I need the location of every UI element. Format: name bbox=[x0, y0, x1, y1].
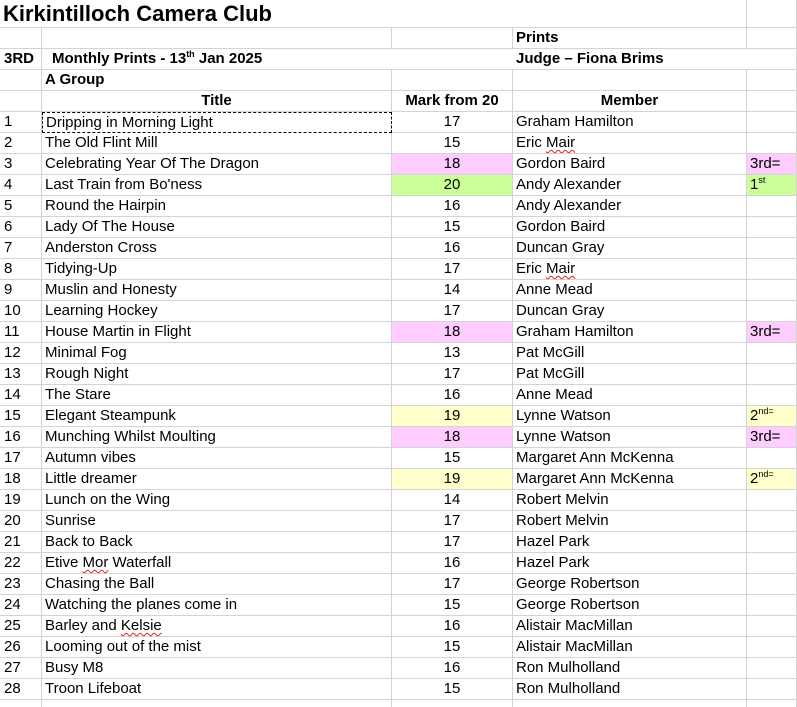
award-text: 2 bbox=[750, 407, 759, 424]
entry-member[interactable]: Margaret Ann McKenna bbox=[513, 448, 747, 469]
entry-award[interactable] bbox=[747, 574, 797, 595]
entry-mark[interactable]: 15 bbox=[392, 217, 513, 238]
entry-number[interactable]: 22 bbox=[0, 553, 42, 574]
entry-member[interactable]: Alistair MacMillan bbox=[513, 616, 747, 637]
cell-empty[interactable] bbox=[513, 700, 747, 707]
judge-label[interactable]: Judge – Fiona Brims bbox=[513, 49, 797, 70]
entry-title[interactable]: Rough Night bbox=[42, 364, 392, 385]
entry-mark[interactable]: 15 bbox=[392, 679, 513, 700]
entry-member[interactable]: George Robertson bbox=[513, 574, 747, 595]
cell-empty[interactable] bbox=[747, 28, 797, 49]
table-row bbox=[0, 616, 797, 637]
entry-number[interactable]: 12 bbox=[0, 343, 42, 364]
entry-title[interactable]: Minimal Fog bbox=[42, 343, 392, 364]
table-row bbox=[0, 637, 797, 658]
entry-member[interactable]: Lynne Watson bbox=[513, 427, 747, 448]
entry-mark[interactable]: 14 bbox=[392, 490, 513, 511]
entry-number[interactable]: 26 bbox=[0, 637, 42, 658]
table-row bbox=[0, 448, 797, 469]
entry-number[interactable]: 6 bbox=[0, 217, 42, 238]
entry-title[interactable]: Looming out of the mist bbox=[42, 637, 392, 658]
entry-title[interactable]: House Martin in Flight bbox=[42, 322, 392, 343]
column-header-member[interactable]: Member bbox=[513, 91, 747, 112]
entry-number[interactable]: 7 bbox=[0, 238, 42, 259]
award-text: 3rd= bbox=[750, 155, 781, 172]
entry-number[interactable]: 5 bbox=[0, 196, 42, 217]
entry-title[interactable]: Troon Lifeboat bbox=[42, 679, 392, 700]
entry-title[interactable]: Round the Hairpin bbox=[42, 196, 392, 217]
entry-member[interactable]: Anne Mead bbox=[513, 280, 747, 301]
entry-number[interactable]: 8 bbox=[0, 259, 42, 280]
entry-title[interactable]: Elegant Steampunk bbox=[42, 406, 392, 427]
entry-member[interactable]: Alistair MacMillan bbox=[513, 637, 747, 658]
table-row bbox=[0, 196, 797, 217]
entry-member[interactable]: Graham Hamilton bbox=[513, 112, 747, 133]
entry-award[interactable] bbox=[747, 154, 797, 175]
entry-award[interactable] bbox=[747, 532, 797, 553]
table-row bbox=[0, 238, 797, 259]
entry-member[interactable]: George Robertson bbox=[513, 595, 747, 616]
table-row bbox=[0, 427, 797, 448]
entry-member[interactable]: Margaret Ann McKenna bbox=[513, 469, 747, 490]
competition-title-sup: th bbox=[186, 49, 195, 59]
entry-number[interactable]: 23 bbox=[0, 574, 42, 595]
spelling-flag: Mor bbox=[82, 554, 109, 571]
entry-title[interactable]: Dripping in Morning Light bbox=[42, 112, 392, 133]
cell-empty[interactable] bbox=[0, 28, 42, 49]
entry-title[interactable]: Munching Whilst Moulting bbox=[42, 427, 392, 448]
competition-position[interactable]: 3RD bbox=[0, 49, 42, 70]
entry-award[interactable] bbox=[747, 133, 797, 154]
entry-title[interactable]: Autumn vibes bbox=[42, 448, 392, 469]
entry-member[interactable]: Eric Mair bbox=[513, 133, 747, 154]
entry-member[interactable]: Robert Melvin bbox=[513, 490, 747, 511]
entry-award[interactable] bbox=[747, 427, 797, 448]
table-row bbox=[0, 574, 797, 595]
entry-title[interactable]: Anderston Cross bbox=[42, 238, 392, 259]
table-row bbox=[0, 595, 797, 616]
cell-empty[interactable] bbox=[392, 70, 513, 91]
entry-mark[interactable]: 16 bbox=[392, 238, 513, 259]
entry-member[interactable]: Duncan Gray bbox=[513, 238, 747, 259]
entry-number[interactable]: 27 bbox=[0, 658, 42, 679]
entry-number[interactable]: 14 bbox=[0, 385, 42, 406]
entry-award[interactable] bbox=[747, 448, 797, 469]
table-row bbox=[0, 259, 797, 280]
entry-mark[interactable]: 17 bbox=[392, 532, 513, 553]
award-text: 3rd= bbox=[750, 323, 781, 340]
entry-mark[interactable]: 14 bbox=[392, 280, 513, 301]
entry-title[interactable]: Watching the planes come in bbox=[42, 595, 392, 616]
entry-award[interactable] bbox=[747, 343, 797, 364]
entry-member[interactable]: Ron Mulholland bbox=[513, 679, 747, 700]
entry-award[interactable] bbox=[747, 490, 797, 511]
entry-number[interactable]: 21 bbox=[0, 532, 42, 553]
entry-title[interactable]: Sunrise bbox=[42, 511, 392, 532]
cell-empty[interactable] bbox=[747, 0, 797, 28]
entry-number[interactable]: 17 bbox=[0, 448, 42, 469]
title-row bbox=[0, 0, 797, 28]
entry-mark[interactable]: 16 bbox=[392, 658, 513, 679]
table-row bbox=[0, 469, 797, 490]
entry-award[interactable] bbox=[747, 259, 797, 280]
entry-mark[interactable]: 16 bbox=[392, 385, 513, 406]
entry-award[interactable] bbox=[747, 553, 797, 574]
entry-number[interactable]: 11 bbox=[0, 322, 42, 343]
award-text: 1 bbox=[750, 176, 759, 193]
entry-mark[interactable]: 17 bbox=[392, 112, 513, 133]
entry-mark[interactable]: 13 bbox=[392, 343, 513, 364]
section-row bbox=[0, 28, 797, 49]
table-row bbox=[0, 532, 797, 553]
entry-member[interactable]: Gordon Baird bbox=[513, 217, 747, 238]
table-row bbox=[0, 490, 797, 511]
entry-mark[interactable]: 15 bbox=[392, 448, 513, 469]
entry-number[interactable]: 28 bbox=[0, 679, 42, 700]
entry-mark[interactable]: 17 bbox=[392, 574, 513, 595]
entry-award[interactable] bbox=[747, 679, 797, 700]
entry-award[interactable] bbox=[747, 658, 797, 679]
entry-mark[interactable]: 17 bbox=[392, 511, 513, 532]
table-row bbox=[0, 343, 797, 364]
table-row bbox=[0, 322, 797, 343]
entry-award[interactable] bbox=[747, 322, 797, 343]
competition-title-suffix: Jan 2025 bbox=[194, 50, 263, 67]
entry-mark[interactable]: 18 bbox=[392, 427, 513, 448]
award-text: 2 bbox=[750, 470, 759, 487]
entry-title[interactable]: Lady Of The House bbox=[42, 217, 392, 238]
spelling-flag: Kelsie bbox=[120, 617, 162, 634]
entry-mark[interactable]: 20 bbox=[392, 175, 513, 196]
section-label[interactable]: Prints bbox=[513, 28, 747, 49]
table-row bbox=[0, 301, 797, 322]
entry-number[interactable]: 3 bbox=[0, 154, 42, 175]
entry-title[interactable]: The Old Flint Mill bbox=[42, 133, 392, 154]
entry-mark[interactable]: 15 bbox=[392, 133, 513, 154]
entry-number[interactable]: 18 bbox=[0, 469, 42, 490]
entry-award[interactable] bbox=[747, 112, 797, 133]
entry-mark[interactable]: 17 bbox=[392, 259, 513, 280]
entry-member[interactable]: Lynne Watson bbox=[513, 406, 747, 427]
entry-title[interactable]: Chasing the Ball bbox=[42, 574, 392, 595]
table-row bbox=[0, 406, 797, 427]
entry-award[interactable] bbox=[747, 511, 797, 532]
cell-empty[interactable] bbox=[392, 700, 513, 707]
entry-mark[interactable]: 19 bbox=[392, 406, 513, 427]
award-sup: nd= bbox=[758, 469, 774, 479]
competition-row bbox=[0, 49, 797, 70]
cell-empty[interactable] bbox=[0, 91, 42, 112]
entry-mark[interactable]: 15 bbox=[392, 637, 513, 658]
entry-title[interactable]: Celebrating Year Of The Dragon bbox=[42, 154, 392, 175]
entry-award[interactable] bbox=[747, 469, 797, 490]
cell-empty[interactable] bbox=[747, 70, 797, 91]
entry-title[interactable]: Lunch on the Wing bbox=[42, 490, 392, 511]
entry-mark[interactable]: 16 bbox=[392, 196, 513, 217]
entry-member[interactable]: Ron Mulholland bbox=[513, 658, 747, 679]
award-text: 3rd= bbox=[750, 428, 781, 445]
entry-number[interactable]: 1 bbox=[0, 112, 42, 133]
column-header-title[interactable]: Title bbox=[42, 91, 392, 112]
table-row bbox=[0, 280, 797, 301]
club-title[interactable]: Kirkintilloch Camera Club bbox=[0, 0, 513, 28]
cell-empty[interactable] bbox=[513, 70, 747, 91]
entry-title[interactable]: Barley and Kelsie bbox=[42, 616, 392, 637]
entry-member[interactable]: Pat McGill bbox=[513, 364, 747, 385]
entry-mark[interactable]: 18 bbox=[392, 154, 513, 175]
cell-empty[interactable] bbox=[0, 700, 42, 707]
entry-member[interactable]: Graham Hamilton bbox=[513, 322, 747, 343]
table-row bbox=[0, 658, 797, 679]
cell-empty[interactable] bbox=[42, 700, 392, 707]
entry-number[interactable]: 9 bbox=[0, 280, 42, 301]
cell-empty[interactable] bbox=[747, 91, 797, 112]
table-row bbox=[0, 133, 797, 154]
award-sup: nd= bbox=[758, 406, 774, 416]
entry-title[interactable]: Last Train from Bo'ness bbox=[42, 175, 392, 196]
table-row-empty bbox=[0, 700, 797, 707]
entry-number[interactable]: 25 bbox=[0, 616, 42, 637]
entry-number[interactable]: 24 bbox=[0, 595, 42, 616]
table-row bbox=[0, 154, 797, 175]
entry-member[interactable]: Gordon Baird bbox=[513, 154, 747, 175]
competition-title-text: Monthly Prints - 13 bbox=[52, 50, 187, 67]
entry-number[interactable]: 15 bbox=[0, 406, 42, 427]
entry-number[interactable]: 13 bbox=[0, 364, 42, 385]
entry-member[interactable]: Eric Mair bbox=[513, 259, 747, 280]
entry-mark[interactable]: 17 bbox=[392, 301, 513, 322]
entry-member[interactable]: Anne Mead bbox=[513, 385, 747, 406]
cell-empty[interactable] bbox=[747, 700, 797, 707]
entry-title[interactable]: Back to Back bbox=[42, 532, 392, 553]
entry-title[interactable]: Busy M8 bbox=[42, 658, 392, 679]
table-row bbox=[0, 112, 797, 133]
entry-member[interactable]: Robert Melvin bbox=[513, 511, 747, 532]
table-row bbox=[0, 385, 797, 406]
entry-number[interactable]: 2 bbox=[0, 133, 42, 154]
group-label[interactable]: A Group bbox=[42, 70, 392, 91]
cell-empty[interactable] bbox=[513, 0, 747, 28]
table-row bbox=[0, 175, 797, 196]
entry-award[interactable] bbox=[747, 637, 797, 658]
cell-empty[interactable] bbox=[392, 28, 513, 49]
column-header-row bbox=[0, 91, 797, 112]
table-row bbox=[0, 511, 797, 532]
table-row bbox=[0, 364, 797, 385]
entry-title[interactable]: Learning Hockey bbox=[42, 301, 392, 322]
entry-title[interactable]: The Stare bbox=[42, 385, 392, 406]
entry-award[interactable] bbox=[747, 196, 797, 217]
entry-number[interactable]: 16 bbox=[0, 427, 42, 448]
table-row bbox=[0, 679, 797, 700]
entry-mark[interactable]: 16 bbox=[392, 616, 513, 637]
group-row bbox=[0, 70, 797, 91]
entry-award[interactable] bbox=[747, 280, 797, 301]
entry-member[interactable]: Duncan Gray bbox=[513, 301, 747, 322]
entry-title[interactable]: Tidying-Up bbox=[42, 259, 392, 280]
entry-title[interactable]: Muslin and Honesty bbox=[42, 280, 392, 301]
entry-mark[interactable]: 18 bbox=[392, 322, 513, 343]
entry-number[interactable]: 20 bbox=[0, 511, 42, 532]
table-row bbox=[0, 217, 797, 238]
entry-award[interactable] bbox=[747, 385, 797, 406]
cell-empty[interactable] bbox=[0, 70, 42, 91]
entry-number[interactable]: 4 bbox=[0, 175, 42, 196]
entry-award[interactable] bbox=[747, 301, 797, 322]
table-row bbox=[0, 553, 797, 574]
entry-award[interactable] bbox=[747, 595, 797, 616]
entry-award[interactable] bbox=[747, 238, 797, 259]
entry-member[interactable]: Andy Alexander bbox=[513, 175, 747, 196]
entry-mark[interactable]: 15 bbox=[392, 595, 513, 616]
entry-number[interactable]: 19 bbox=[0, 490, 42, 511]
entry-award[interactable] bbox=[747, 406, 797, 427]
entry-member[interactable]: Pat McGill bbox=[513, 343, 747, 364]
entry-mark[interactable]: 19 bbox=[392, 469, 513, 490]
entry-title[interactable]: Little dreamer bbox=[42, 469, 392, 490]
entry-number[interactable]: 10 bbox=[0, 301, 42, 322]
award-sup: st bbox=[758, 175, 766, 185]
entry-award[interactable] bbox=[747, 364, 797, 385]
entry-member[interactable]: Andy Alexander bbox=[513, 196, 747, 217]
competition-title[interactable] bbox=[42, 49, 513, 70]
entry-member[interactable]: Hazel Park bbox=[513, 553, 747, 574]
column-header-mark[interactable]: Mark from 20 bbox=[392, 91, 513, 112]
spelling-flag: Mair bbox=[546, 134, 576, 151]
entry-title[interactable]: Etive Mor Waterfall bbox=[42, 553, 392, 574]
entry-award[interactable] bbox=[747, 175, 797, 196]
entry-mark[interactable]: 16 bbox=[392, 553, 513, 574]
entry-mark[interactable]: 17 bbox=[392, 364, 513, 385]
entry-award[interactable] bbox=[747, 616, 797, 637]
spelling-flag: Mair bbox=[546, 260, 576, 277]
entry-member[interactable]: Hazel Park bbox=[513, 532, 747, 553]
cell-empty[interactable] bbox=[42, 28, 392, 49]
entry-award[interactable] bbox=[747, 217, 797, 238]
